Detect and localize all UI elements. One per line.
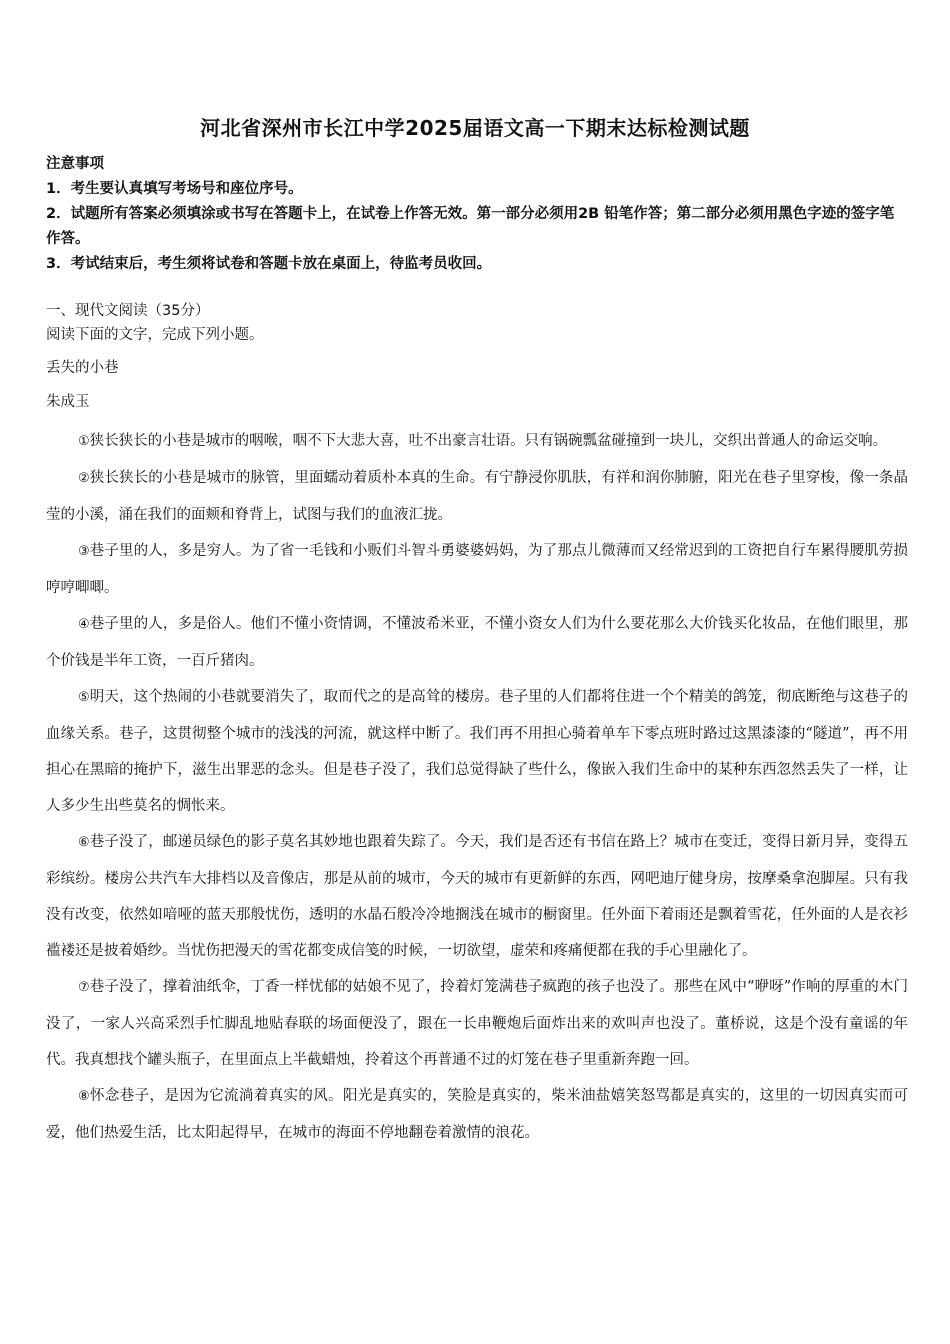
paragraph-number: ③ <box>78 544 90 559</box>
paragraph <box>46 679 908 824</box>
paragraph-text: 巷子没了，邮递员绿色的影子莫名其妙地也跟着失踪了。今天，我们是否还有书信在路上？城市在变迁，变得日新月异，变得五彩缤纷。楼房公共汽车大排档以及音像店，那是从前的城市，今天的城市有更新鲜的东西，网吧迪厅健身房，按摩桑拿泡脚屋。只有我没有改变，依然如喑哑的蓝天那般忧伤，透明的水晶石般冷冷地搁浅在城市的橱窗里。任外面下着雨还是飘着雪花，任外面的人是衣衫褴褛还是披着婚纱。当忧伤把漫天的雪花都变成信笺的时候，一切欲望，虚荣和疼痛便都在我的手心里融化了。 <box>46 834 909 959</box>
paragraph-text: 明天，这个热闹的小巷就要消失了，取而代之的是高耸的楼房。巷子里的人们都将住进一个个精美的鸽笼，彻底断绝与这巷子的血缘关系。巷子，这贯彻整个城市的浅浅的河流，就这样中断了。我们再不用担心骑着单车下零点班时路过这黑漆漆的“隧道”，再不用担心在黑暗的掩护下，滋生出罪恶的念头。但是巷子没了，我们总觉得缺了些什么，像嵌入我们生命中的某种东西忽然丢失了一样，让人多少生出些莫名的惆怅来。 <box>46 689 909 814</box>
paragraph <box>46 824 908 969</box>
paragraph <box>46 423 908 460</box>
paragraph-number: ④ <box>78 617 90 632</box>
reading-instruction: 阅读下面的文字，完成下列小题。 <box>46 327 264 343</box>
paragraph <box>46 533 908 606</box>
article-author: 朱成玉 <box>46 394 90 410</box>
page-title: 河北省深州市长江中学2025届语文高一下期末达标检测试题 <box>200 116 750 140</box>
paragraph-text: 巷子里的人，多是俗人。他们不懂小资情调，不懂波希米亚，不懂小资女人们为什么要花那么大价钱买化妆品，在他们眼里，那个价钱是半年工资，一百斤猪肉。 <box>46 616 909 669</box>
paragraph <box>46 1078 908 1151</box>
paragraph-text: 巷子里的人，多是穷人。为了省一毛钱和小贩们斗智斗勇婆婆妈妈，为了那点儿微薄而又经常迟到的工资把自行车累得腰肌劳损哼哼唧唧。 <box>46 543 909 596</box>
paragraph-text: 巷子没了，撑着油纸伞，丁香一样忧郁的姑娘不见了，拎着灯笼满巷子疯跑的孩子也没了。那些在风中“咿呀”作响的厚重的木门没了，一家人兴高采烈手忙脚乱地贴春联的场面便没了，跟在一长串鞭炮后面炸出来的欢叫声也没了。董桥说，这是个没有童谣的年代。我真想找个罐头瓶子，在里面点上半截蜡烛，拎着这个再普通不过的灯笼在巷子里重新奔跑一回。 <box>46 979 908 1068</box>
paragraph-number: ⑧ <box>78 1089 91 1104</box>
notes-heading: 注意事项 <box>46 156 104 172</box>
notes-item: 1．考生要认真填写考场号和座位序号。 <box>46 181 303 197</box>
paragraph <box>46 460 908 533</box>
paragraph-number: ① <box>78 434 90 449</box>
paragraph-text: 狭长狭长的小巷是城市的脉管，里面蠕动着质朴本真的生命。有宁静浸你肌肤，有祥和润你肺腑，阳光在巷子里穿梭，像一条晶莹的小溪，涌在我们的面颊和脊背上，试图与我们的血液汇拢。 <box>46 470 909 523</box>
paragraph-number: ② <box>78 471 90 486</box>
paragraph <box>46 969 908 1078</box>
paragraph-number: ⑦ <box>78 980 90 995</box>
article-body <box>46 423 908 1151</box>
notes-item: 3．考试结束后，考生须将试卷和答题卡放在桌面上，待监考员收回。 <box>46 256 492 272</box>
paragraph-text: 狭长狭长的小巷是城市的咽喉，咽不下大悲大喜，吐不出豪言壮语。只有锅碗瓢盆碰撞到一块儿，交织出普通人的命运交响。 <box>89 433 888 449</box>
notes-item: 2．试题所有答案必须填涂或书写在答题卡上，在试卷上作答无效。第一部分必须用2B 铅笔作答；第二部分必须用黑色字迹的签字笔作答。 <box>46 206 895 247</box>
section-heading: 一、现代文阅读（35分） <box>46 303 210 319</box>
paragraph-number: ⑤ <box>78 690 90 705</box>
paragraph <box>46 606 908 679</box>
notes-block <box>46 152 908 277</box>
paragraph-text: 怀念巷子，是因为它流淌着真实的风。阳光是真实的，笑脸是真实的，柴米油盐嬉笑怒骂都是真实的，这里的一切因真实而可爱，他们热爱生活，比太阳起得早，在城市的海面不停地翻卷着激情的浪花。 <box>46 1088 909 1141</box>
paragraph-number: ⑥ <box>78 835 90 850</box>
article-title: 丢失的小巷 <box>46 360 119 376</box>
